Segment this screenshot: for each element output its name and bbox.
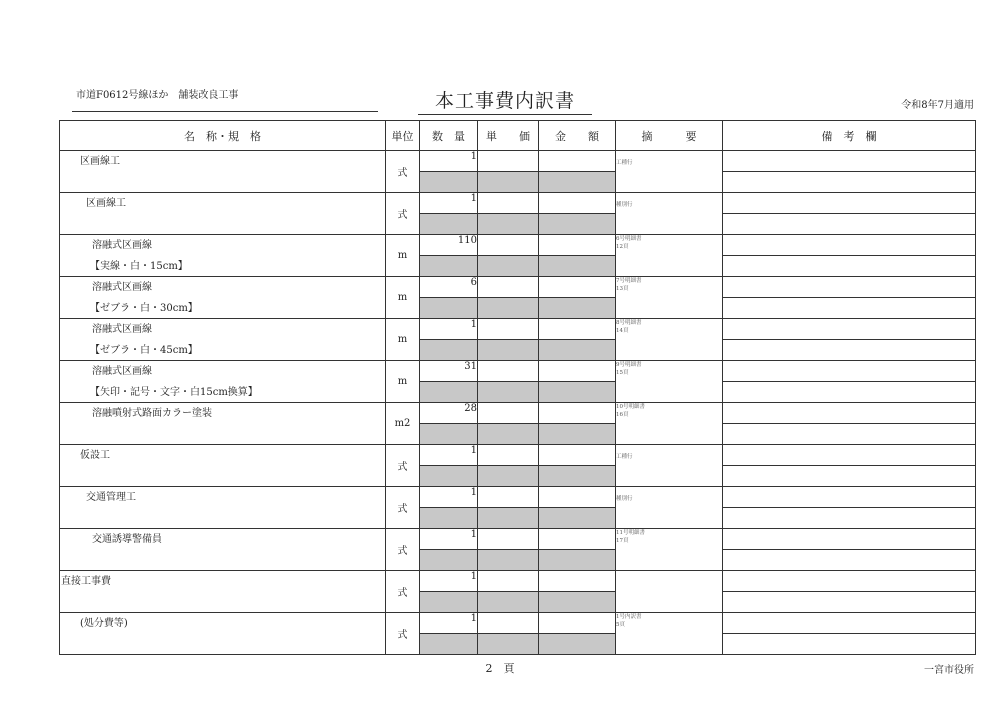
item-summary (616, 529, 723, 571)
item-name-cell (60, 403, 386, 445)
summary-line: 種別行 (616, 202, 633, 208)
page-number: 2 頁 (485, 662, 515, 675)
item-remarks-lower (723, 256, 976, 277)
item-quantity: 28 (420, 403, 478, 424)
shaded-quantity-cell (420, 172, 478, 193)
item-quantity: 1 (420, 487, 478, 508)
item-remarks (723, 319, 976, 340)
shaded-amount-cell (539, 508, 616, 529)
item-unit: m (386, 319, 420, 361)
item-summary (616, 235, 723, 277)
item-name-cell (60, 445, 386, 487)
applied-date: 令和8年7月適用 (901, 100, 974, 111)
header-quantity: 数 量 (420, 121, 478, 151)
shaded-price-cell (478, 382, 539, 403)
item-unit: m (386, 235, 420, 277)
item-summary (616, 613, 723, 655)
shaded-price-cell (478, 592, 539, 613)
summary-line: 11号明細書 (616, 530, 645, 536)
item-spec: 【ゼブラ・白・45cm】 (90, 345, 198, 356)
item-name-cell (60, 193, 386, 235)
table-row (60, 487, 976, 508)
shaded-amount-cell (539, 298, 616, 319)
shaded-price-cell (478, 172, 539, 193)
summary-line: 7号明細書 (616, 278, 642, 284)
shaded-quantity-cell (420, 298, 478, 319)
item-remarks (723, 403, 976, 424)
item-spec: 【ゼブラ・白・30cm】 (90, 303, 198, 314)
item-name-cell (60, 571, 386, 613)
shaded-amount-cell (539, 340, 616, 361)
shaded-quantity-cell (420, 466, 478, 487)
item-remarks-lower (723, 424, 976, 445)
project-underline (72, 111, 378, 112)
item-amount (539, 529, 616, 550)
item-remarks-lower (723, 466, 976, 487)
item-unit-price (478, 151, 539, 172)
item-remarks (723, 277, 976, 298)
item-amount (539, 361, 616, 382)
item-quantity: 1 (420, 613, 478, 634)
item-unit: m (386, 361, 420, 403)
item-name-cell (60, 235, 386, 277)
table-row (60, 235, 976, 256)
shaded-price-cell (478, 340, 539, 361)
item-unit-price (478, 403, 539, 424)
shaded-quantity-cell (420, 592, 478, 613)
item-quantity: 1 (420, 319, 478, 340)
shaded-quantity-cell (420, 256, 478, 277)
table-row (60, 571, 976, 592)
table-row (60, 529, 976, 550)
item-remarks (723, 571, 976, 592)
table-row (60, 613, 976, 634)
summary-line: 種別行 (616, 496, 633, 502)
item-unit: 式 (386, 529, 420, 571)
item-remarks-lower (723, 508, 976, 529)
item-name: 交通誘導警備員 (92, 534, 162, 545)
item-remarks-lower (723, 214, 976, 235)
item-unit: m2 (386, 403, 420, 445)
item-amount (539, 235, 616, 256)
item-amount (539, 277, 616, 298)
item-name: 溶融式区画線 (92, 240, 152, 251)
header-remarks: 備 考 欄 (723, 121, 976, 151)
summary-line: 1号内訳書 (616, 614, 642, 620)
shaded-price-cell (478, 424, 539, 445)
item-name: (処分費等) (80, 618, 128, 629)
item-unit: 式 (386, 613, 420, 655)
item-quantity: 1 (420, 193, 478, 214)
shaded-quantity-cell (420, 508, 478, 529)
shaded-price-cell (478, 256, 539, 277)
page-title: 本工事費内訳書 (418, 86, 592, 115)
summary-line: 17頁 (616, 538, 629, 544)
item-unit-price (478, 445, 539, 466)
table-row (60, 445, 976, 466)
item-spec: 【矢印・記号・文字・白15cm換算】 (90, 387, 258, 398)
shaded-amount-cell (539, 466, 616, 487)
item-unit: 式 (386, 487, 420, 529)
header-unit: 単位 (386, 121, 420, 151)
table-header-row (60, 121, 976, 151)
summary-line: 6号明細書 (616, 236, 642, 242)
item-name: 区画線工 (86, 198, 126, 209)
cost-breakdown-table (59, 120, 976, 655)
summary-line: 8号明細書 (616, 320, 642, 326)
item-unit-price (478, 277, 539, 298)
item-unit: 式 (386, 151, 420, 193)
item-amount (539, 193, 616, 214)
item-unit-price (478, 193, 539, 214)
item-remarks-lower (723, 634, 976, 655)
item-amount (539, 571, 616, 592)
item-unit-price (478, 361, 539, 382)
item-amount (539, 151, 616, 172)
item-amount (539, 613, 616, 634)
item-unit-price (478, 487, 539, 508)
shaded-quantity-cell (420, 634, 478, 655)
item-unit: m (386, 277, 420, 319)
shaded-quantity-cell (420, 340, 478, 361)
table-row (60, 151, 976, 172)
summary-line: 10号明細書 (616, 404, 645, 410)
summary-line: 工種行 (616, 160, 633, 166)
item-quantity: 1 (420, 571, 478, 592)
item-remarks (723, 151, 976, 172)
table-row (60, 277, 976, 298)
item-quantity: 1 (420, 529, 478, 550)
header-unit-price: 単 価 (478, 121, 539, 151)
project-name: 市道F0612号線ほか 舗装改良工事 (76, 90, 239, 101)
shaded-amount-cell (539, 172, 616, 193)
item-quantity: 31 (420, 361, 478, 382)
shaded-quantity-cell (420, 382, 478, 403)
item-name: 溶融噴射式路面カラー塗装 (92, 408, 212, 419)
item-remarks (723, 445, 976, 466)
item-remarks-lower (723, 382, 976, 403)
item-remarks (723, 529, 976, 550)
shaded-quantity-cell (420, 424, 478, 445)
summary-line: 13頁 (616, 286, 629, 292)
item-amount (539, 319, 616, 340)
item-spec: 【実線・白・15cm】 (90, 261, 188, 272)
shaded-price-cell (478, 508, 539, 529)
item-unit-price (478, 235, 539, 256)
item-summary (616, 151, 723, 193)
shaded-amount-cell (539, 592, 616, 613)
summary-line: 9号明細書 (616, 362, 642, 368)
shaded-quantity-cell (420, 214, 478, 235)
shaded-amount-cell (539, 550, 616, 571)
summary-line: 12頁 (616, 244, 629, 250)
table-row (60, 193, 976, 214)
item-unit-price (478, 613, 539, 634)
shaded-price-cell (478, 634, 539, 655)
item-remarks-lower (723, 550, 976, 571)
item-name-cell (60, 151, 386, 193)
item-unit-price (478, 571, 539, 592)
item-summary (616, 571, 723, 613)
item-remarks-lower (723, 592, 976, 613)
shaded-price-cell (478, 214, 539, 235)
item-quantity: 1 (420, 151, 478, 172)
item-name-cell (60, 277, 386, 319)
shaded-quantity-cell (420, 550, 478, 571)
item-remarks (723, 361, 976, 382)
item-name: 溶融式区画線 (92, 324, 152, 335)
item-name: 直接工事費 (61, 576, 111, 587)
shaded-amount-cell (539, 424, 616, 445)
summary-line: 5頁 (616, 622, 625, 628)
item-unit: 式 (386, 571, 420, 613)
shaded-amount-cell (539, 382, 616, 403)
item-quantity: 6 (420, 277, 478, 298)
item-summary (616, 403, 723, 445)
item-name-cell (60, 529, 386, 571)
shaded-amount-cell (539, 634, 616, 655)
item-name: 溶融式区画線 (92, 282, 152, 293)
item-name-cell (60, 361, 386, 403)
shaded-amount-cell (539, 214, 616, 235)
item-name-cell (60, 319, 386, 361)
summary-line: 15頁 (616, 370, 629, 376)
item-remarks (723, 613, 976, 634)
item-amount (539, 487, 616, 508)
table-row (60, 319, 976, 340)
item-summary (616, 277, 723, 319)
shaded-price-cell (478, 466, 539, 487)
item-remarks-lower (723, 340, 976, 361)
item-unit-price (478, 529, 539, 550)
item-amount (539, 403, 616, 424)
header-summary: 摘 要 (616, 121, 723, 151)
shaded-price-cell (478, 298, 539, 319)
item-summary (616, 487, 723, 529)
item-remarks-lower (723, 298, 976, 319)
office-name: 一宮市役所 (924, 665, 974, 676)
table-row (60, 403, 976, 424)
item-name: 仮設工 (80, 450, 110, 461)
item-remarks-lower (723, 172, 976, 193)
item-unit: 式 (386, 193, 420, 235)
item-name: 区画線工 (80, 156, 120, 167)
item-amount (539, 445, 616, 466)
header-amount: 金 額 (539, 121, 616, 151)
item-quantity: 110 (420, 235, 478, 256)
item-unit-price (478, 319, 539, 340)
item-name-cell (60, 487, 386, 529)
shaded-price-cell (478, 550, 539, 571)
summary-line: 16頁 (616, 412, 629, 418)
item-remarks (723, 235, 976, 256)
item-name-cell (60, 613, 386, 655)
item-unit: 式 (386, 445, 420, 487)
header-name: 名 称・規 格 (60, 121, 386, 151)
item-name: 交通管理工 (86, 492, 136, 503)
item-name: 溶融式区画線 (92, 366, 152, 377)
item-remarks (723, 487, 976, 508)
item-summary (616, 361, 723, 403)
item-summary (616, 319, 723, 361)
summary-line: 14頁 (616, 328, 629, 334)
item-summary (616, 445, 723, 487)
item-remarks (723, 193, 976, 214)
item-summary (616, 193, 723, 235)
summary-line: 工種行 (616, 454, 633, 460)
table-row (60, 361, 976, 382)
shaded-amount-cell (539, 256, 616, 277)
item-quantity: 1 (420, 445, 478, 466)
